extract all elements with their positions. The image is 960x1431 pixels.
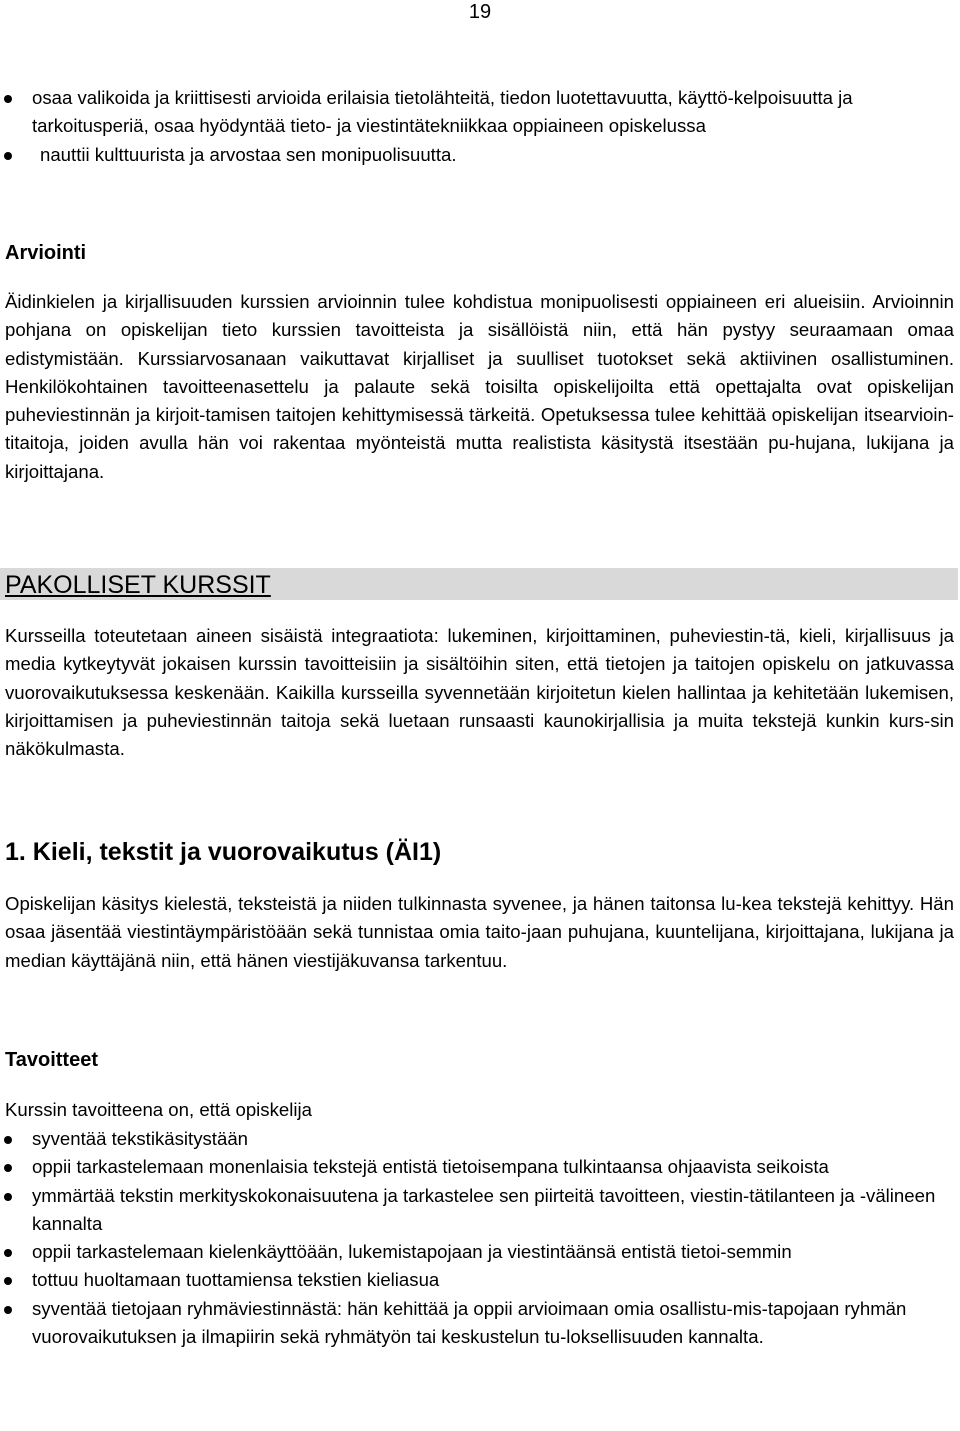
page-number: 19 [468, 1, 492, 23]
bullet-icon [4, 1249, 12, 1257]
bullet-icon [4, 152, 12, 160]
list-item-text: oppii tarkastelemaan kielenkäyttöään, lukemistapojaan ja viestintäänsä entistä tietoi-semmin [32, 1241, 792, 1263]
list-item-text: oppii tarkastelemaan monenlaisia tekstejä entistä tietoisempana tulkintaansa ohjaavista seikoista [32, 1156, 829, 1178]
assessment-heading: Arviointi [5, 242, 87, 264]
section-title: PAKOLLISET KURSSIT [5, 571, 271, 599]
goals-list [0, 1125, 958, 1351]
bullet-icon [4, 1306, 12, 1314]
bullet-icon [4, 1136, 12, 1144]
list-item [0, 1238, 958, 1266]
goals-heading: Tavoitteet [5, 1049, 98, 1071]
assessment-paragraph: Äidinkielen ja kirjallisuuden kurssien arvioinnin tulee kohdistua monipuolisesti oppiaineen eri alueisiin. Arvioinnin pohjana on opiskelijan tieto kurssien tavoitteista ja sisällöistä niin, että hän pystyy seuraamaan omaa edistymistään. Kurssiarvosanaan vaikuttavat kirjalliset ja suulliset tuotokset sekä aktiivinen osallistuminen. Henkilökohtainen tavoitteenasettelu ja palaute sekä toisilta opiskelijoilta että opettajalta ovat opiskelijan puheviestinnän ja kirjoit-tamisen taitojen kehittymisessä tärkeitä. Opetuksessa tulee kehittää opiskelijan itsearvioin-titaitoja, joiden avulla hän voi rakentaa myönteistä mutta realistista käsitystä itsestään pu-hujana, lukijana ja kirjoittajana. [5, 291, 954, 482]
list-item-text: syventää tekstikäsitystään [32, 1128, 248, 1149]
bullet-icon [4, 1164, 12, 1172]
goals-lead: Kurssin tavoitteena on, että opiskelija [5, 1099, 312, 1120]
top-bullet-list [0, 84, 958, 169]
list-item-text: tottuu huoltamaan tuottamiensa tekstien kieliasua [32, 1269, 440, 1291]
list-item [0, 1182, 958, 1239]
list-item-text: syventää tietojaan ryhmäviestinnästä: hän kehittää ja oppii arvioimaan omia osallistu-mis-tapojaan ryhmän vuorovaikutuksen ja ilmapiirin sekä ryhmätyön tai keskustelun tu-loksellisuuden kannalta. [32, 1297, 907, 1348]
list-item [0, 1125, 958, 1153]
list-item-text: osaa valikoida ja kriittisesti arvioida erilaisia tietolähteitä, tiedon luotettavuutta, käyttö-kelpoisuutta ja tarkoitusperiä, osaa hyödyntää tieto- ja viestintätekniikkaa oppiaineen opiskelussa [32, 87, 853, 137]
list-item [0, 141, 958, 169]
course-title: 1. Kieli, tekstit ja vuorovaikutus (ÄI1) [5, 838, 442, 866]
list-item-text: nauttii kulttuurista ja arvostaa sen monipuolisuutta. [40, 143, 457, 165]
list-item [0, 1295, 958, 1352]
list-item [0, 1153, 958, 1181]
bullet-icon [4, 1193, 12, 1201]
course-intro-paragraph: Opiskelijan käsitys kielestä, teksteistä ja niiden tulkinnasta syvenee, ja hänen taitonsa lu-kea tekstejä kehittyy. Hän osaa jäsentää viestintäympäristöään sekä tunnistaa omia taito-jaan puhujana, kuuntelijana, kirjoittajana, lukijana ja median käyttäjänä niin, että hänen viestijäkuvansa tarkentuu. [5, 893, 954, 971]
bullet-icon [4, 1277, 12, 1285]
list-item [0, 1266, 958, 1294]
mandatory-paragraph: Kursseilla toteutetaan aineen sisäistä integraatiota: lukeminen, kirjoittaminen, puheviestin-tä, kieli, kirjallisuus ja media kytkeytyvät jokaisen kurssin tavoitteisiin ja sisältöihin siten, että tietojen ja taitojen opiskelu on jatkuvassa vuorovaikutuksessa keskenään. Kaikilla kursseilla syvennetään kirjoitetun kielen hallintaa ja kehitetään lukemisen, kirjoittamisen ja puheviestinnän taitoja sekä luetaan runsaasti kaunokirjallisia ja muita tekstejä kunkin kurs-sin näkökulmasta. [5, 625, 954, 760]
list-item [0, 84, 958, 141]
list-item-text: ymmärtää tekstin merkityskokonaisuutena ja tarkastelee sen piirteitä tavoitteen, viestin-tätilanteen ja -välineen kannalta [32, 1184, 936, 1234]
bullet-icon [4, 95, 12, 103]
